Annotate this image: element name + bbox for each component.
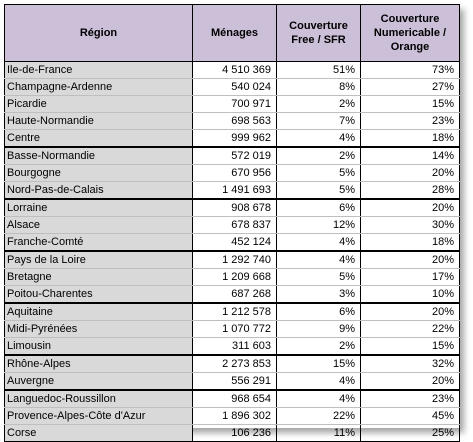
table-row	[5, 147, 460, 165]
menages-cell: 106 236	[193, 425, 277, 442]
numericable-orange-cell: 73%	[361, 62, 460, 79]
region-cell: Haute-Normandie	[5, 113, 193, 130]
numericable-orange-cell: 20%	[361, 373, 460, 391]
region-cell: Midi-Pyrénées	[5, 321, 193, 338]
free-sfr-cell: 2%	[277, 96, 361, 113]
menages-cell: 678 837	[193, 217, 277, 234]
menages-cell: 687 268	[193, 286, 277, 304]
free-sfr-cell: 4%	[277, 373, 361, 391]
free-sfr-cell: 4%	[277, 130, 361, 148]
region-cell: Basse-Normandie	[5, 147, 193, 165]
table-row	[5, 269, 460, 286]
menages-cell: 1 896 302	[193, 408, 277, 425]
table-row	[5, 165, 460, 182]
numericable-orange-cell: 18%	[361, 130, 460, 148]
free-sfr-cell: 51%	[277, 62, 361, 79]
region-cell: Corse	[5, 425, 193, 442]
free-sfr-cell: 9%	[277, 321, 361, 338]
numericable-orange-cell: 20%	[361, 251, 460, 269]
numericable-orange-cell: 27%	[361, 79, 460, 96]
numericable-orange-cell: 15%	[361, 96, 460, 113]
table-row	[5, 425, 460, 442]
region-cell: Languedoc-Roussillon	[5, 390, 193, 408]
region-cell: Bretagne	[5, 269, 193, 286]
table-row	[5, 113, 460, 130]
free-sfr-cell: 2%	[277, 147, 361, 165]
table-row	[5, 251, 460, 269]
region-cell: Bourgogne	[5, 165, 193, 182]
free-sfr-cell: 2%	[277, 338, 361, 356]
free-sfr-cell: 5%	[277, 165, 361, 182]
table-row	[5, 96, 460, 113]
table-row	[5, 182, 460, 200]
region-cell: Alsace	[5, 217, 193, 234]
menages-cell: 540 024	[193, 79, 277, 96]
menages-cell: 452 124	[193, 234, 277, 252]
region-cell: Nord-Pas-de-Calais	[5, 182, 193, 200]
numericable-orange-cell: 20%	[361, 303, 460, 321]
numericable-orange-cell: 10%	[361, 286, 460, 304]
region-cell: Limousin	[5, 338, 193, 356]
free-sfr-cell: 8%	[277, 79, 361, 96]
region-cell: Provence-Alpes-Côte d'Azur	[5, 408, 193, 425]
free-sfr-cell: 6%	[277, 303, 361, 321]
header-numericable-orange: Couverture Numericable / Orange	[361, 5, 460, 62]
table-row	[5, 338, 460, 356]
free-sfr-cell: 3%	[277, 286, 361, 304]
numericable-orange-cell: 14%	[361, 147, 460, 165]
table-row	[5, 303, 460, 321]
table-row	[5, 62, 460, 79]
table-body	[5, 62, 460, 442]
table-row	[5, 130, 460, 148]
free-sfr-cell: 4%	[277, 251, 361, 269]
table-row	[5, 373, 460, 391]
region-cell: Pays de la Loire	[5, 251, 193, 269]
region-cell: Champagne-Ardenne	[5, 79, 193, 96]
region-cell: Lorraine	[5, 199, 193, 217]
table-row	[5, 217, 460, 234]
numericable-orange-cell: 18%	[361, 234, 460, 252]
table-row	[5, 79, 460, 96]
numericable-orange-cell: 30%	[361, 217, 460, 234]
free-sfr-cell: 12%	[277, 217, 361, 234]
table-row	[5, 390, 460, 408]
region-cell: Aquitaine	[5, 303, 193, 321]
free-sfr-cell: 6%	[277, 199, 361, 217]
menages-cell: 700 971	[193, 96, 277, 113]
numericable-orange-cell: 15%	[361, 338, 460, 356]
numericable-orange-cell: 22%	[361, 321, 460, 338]
table-header-row	[5, 5, 460, 62]
table-row	[5, 234, 460, 252]
numericable-orange-cell: 20%	[361, 199, 460, 217]
free-sfr-cell: 22%	[277, 408, 361, 425]
free-sfr-cell: 7%	[277, 113, 361, 130]
header-menages: Ménages	[193, 5, 277, 62]
menages-cell: 556 291	[193, 373, 277, 391]
coverage-table-sheet	[4, 4, 459, 439]
menages-cell: 4 510 369	[193, 62, 277, 79]
menages-cell: 1 491 693	[193, 182, 277, 200]
header-free-sfr: Couverture Free / SFR	[277, 5, 361, 62]
free-sfr-cell: 5%	[277, 269, 361, 286]
menages-cell: 999 962	[193, 130, 277, 148]
table-row	[5, 286, 460, 304]
menages-cell: 311 603	[193, 338, 277, 356]
region-cell: Ile-de-France	[5, 62, 193, 79]
free-sfr-cell: 4%	[277, 234, 361, 252]
numericable-orange-cell: 23%	[361, 390, 460, 408]
menages-cell: 1 209 668	[193, 269, 277, 286]
free-sfr-cell: 11%	[277, 425, 361, 442]
menages-cell: 698 563	[193, 113, 277, 130]
table-row	[5, 199, 460, 217]
numericable-orange-cell: 28%	[361, 182, 460, 200]
region-cell: Franche-Comté	[5, 234, 193, 252]
numericable-orange-cell: 23%	[361, 113, 460, 130]
table-row	[5, 355, 460, 373]
region-cell: Rhône-Alpes	[5, 355, 193, 373]
header-region: Région	[5, 5, 193, 62]
menages-cell: 2 273 853	[193, 355, 277, 373]
coverage-table	[4, 4, 460, 442]
free-sfr-cell: 4%	[277, 390, 361, 408]
numericable-orange-cell: 32%	[361, 355, 460, 373]
numericable-orange-cell: 45%	[361, 408, 460, 425]
menages-cell: 1 292 740	[193, 251, 277, 269]
menages-cell: 572 019	[193, 147, 277, 165]
numericable-orange-cell: 25%	[361, 425, 460, 442]
menages-cell: 1 212 578	[193, 303, 277, 321]
menages-cell: 968 654	[193, 390, 277, 408]
free-sfr-cell: 15%	[277, 355, 361, 373]
region-cell: Poitou-Charentes	[5, 286, 193, 304]
numericable-orange-cell: 17%	[361, 269, 460, 286]
region-cell: Picardie	[5, 96, 193, 113]
menages-cell: 908 678	[193, 199, 277, 217]
free-sfr-cell: 5%	[277, 182, 361, 200]
menages-cell: 1 070 772	[193, 321, 277, 338]
table-row	[5, 321, 460, 338]
numericable-orange-cell: 20%	[361, 165, 460, 182]
region-cell: Auvergne	[5, 373, 193, 391]
region-cell: Centre	[5, 130, 193, 148]
menages-cell: 670 956	[193, 165, 277, 182]
table-row	[5, 408, 460, 425]
